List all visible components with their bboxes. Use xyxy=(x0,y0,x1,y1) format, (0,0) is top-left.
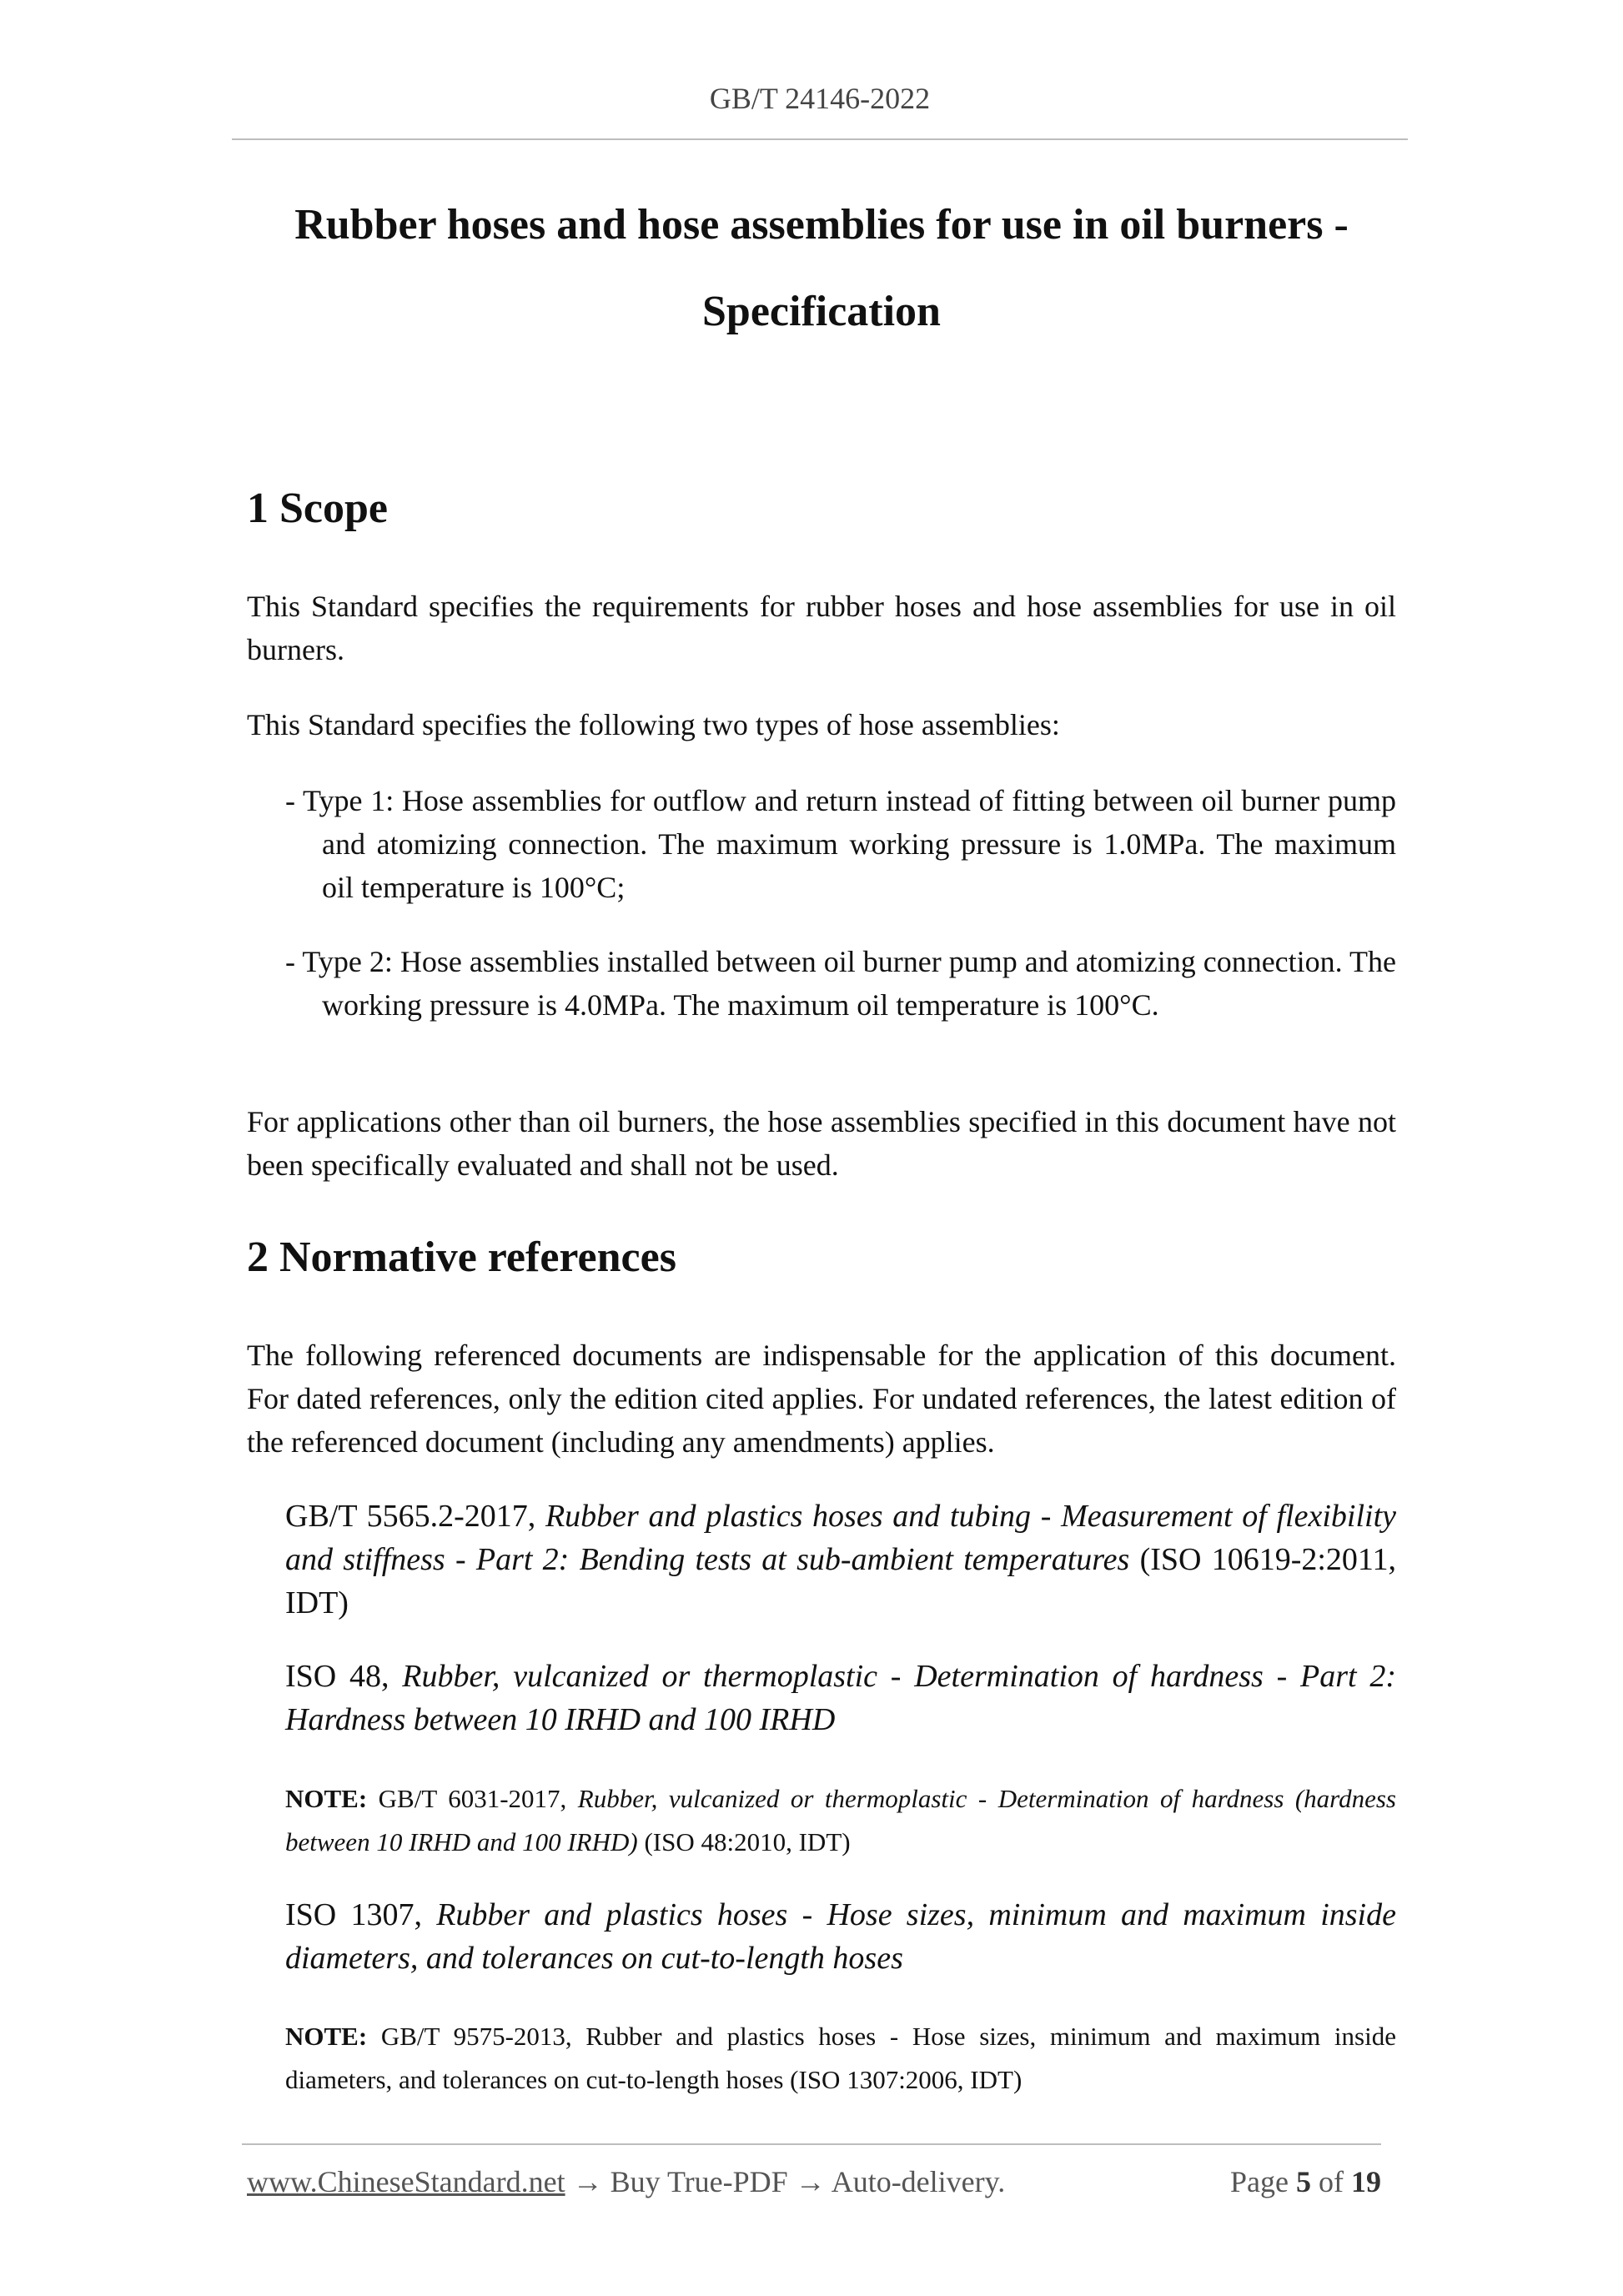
footer-tagline: → Buy True-PDF → Auto-delivery. xyxy=(565,2165,1006,2198)
site-link[interactable]: www.ChineseStandard.net xyxy=(247,2165,565,2198)
running-header xyxy=(232,75,1408,140)
list-item-type-2: - Type 2: Hose assemblies installed between oil burner pump and atomizing connection. The working pressure is 4.0MPa. The maximum oil temperature is 100°C. xyxy=(285,945,1396,1022)
reference-note: NOTE: GB/T 9575-2013, Rubber and plastics hoses - Hose sizes, minimum and maximum inside diameters, and tolerances on cut-to-length hoses (ISO 1307:2006, IDT) xyxy=(285,2022,1396,2094)
total-pages: 19 xyxy=(1351,2165,1381,2198)
reference-item: ISO 1307, Rubber and plastics hoses - Hose sizes, minimum and maximum inside diameters, and tolerances on cut-to-length hoses xyxy=(285,1897,1396,1976)
title-line-2: Specification xyxy=(702,288,941,335)
section-heading-scope: 1 Scope xyxy=(247,485,388,532)
document-title xyxy=(242,182,1401,355)
page-footer xyxy=(247,2157,1381,2207)
title-line-1: Rubber hoses and hose assemblies for use in oil burners - xyxy=(294,201,1349,249)
references-intro: The following referenced documents are indispensable for the application of this document. For dated references, only the edition cited applies. For undated references, the latest edition of the referenced document (including any amendments) applies. xyxy=(247,1339,1396,1459)
scope-paragraph-1: This Standard specifies the requirements for rubber hoses and hose assemblies for use in oil burners. xyxy=(247,590,1396,666)
document-id: GB/T 24146-2022 xyxy=(709,82,931,115)
page-number: Page 5 of 19 xyxy=(1230,2165,1381,2198)
footer-promo xyxy=(247,2157,1005,2207)
footer-divider xyxy=(242,2143,1381,2145)
scope-paragraph-3: For applications other than oil burners, the hose assemblies specified in this document have not been specifically evaluated and shall not be used. xyxy=(247,1105,1396,1182)
current-page: 5 xyxy=(1296,2165,1311,2198)
reference-item: ISO 48, Rubber, vulcanized or thermoplastic - Determination of hardness - Part 2: Hardness between 10 IRHD and 100 IRHD xyxy=(285,1659,1396,1737)
scope-paragraph-2: This Standard specifies the following two types of hose assemblies: xyxy=(247,708,1060,741)
section-heading-normative-references: 2 Normative references xyxy=(247,1233,676,1281)
list-item-type-1: - Type 1: Hose assemblies for outflow and return instead of fitting between oil burner pump and atomizing connection. The maximum working pressure is 1.0MPa. The maximum oil temperature is 100°C; xyxy=(285,784,1396,904)
reference-item: GB/T 5565.2-2017, Rubber and plastics hoses and tubing - Measurement of flexibility and stiffness - Part 2: Bending tests at sub-ambient temperatures (ISO 10619-2:2011, IDT) xyxy=(285,1499,1397,1620)
reference-note: NOTE: GB/T 6031-2017, Rubber, vulcanized or thermoplastic - Determination of hardness (hardness between 10 IRHD and 100 IRHD) (ISO 48:2010, IDT) xyxy=(285,1784,1396,1856)
